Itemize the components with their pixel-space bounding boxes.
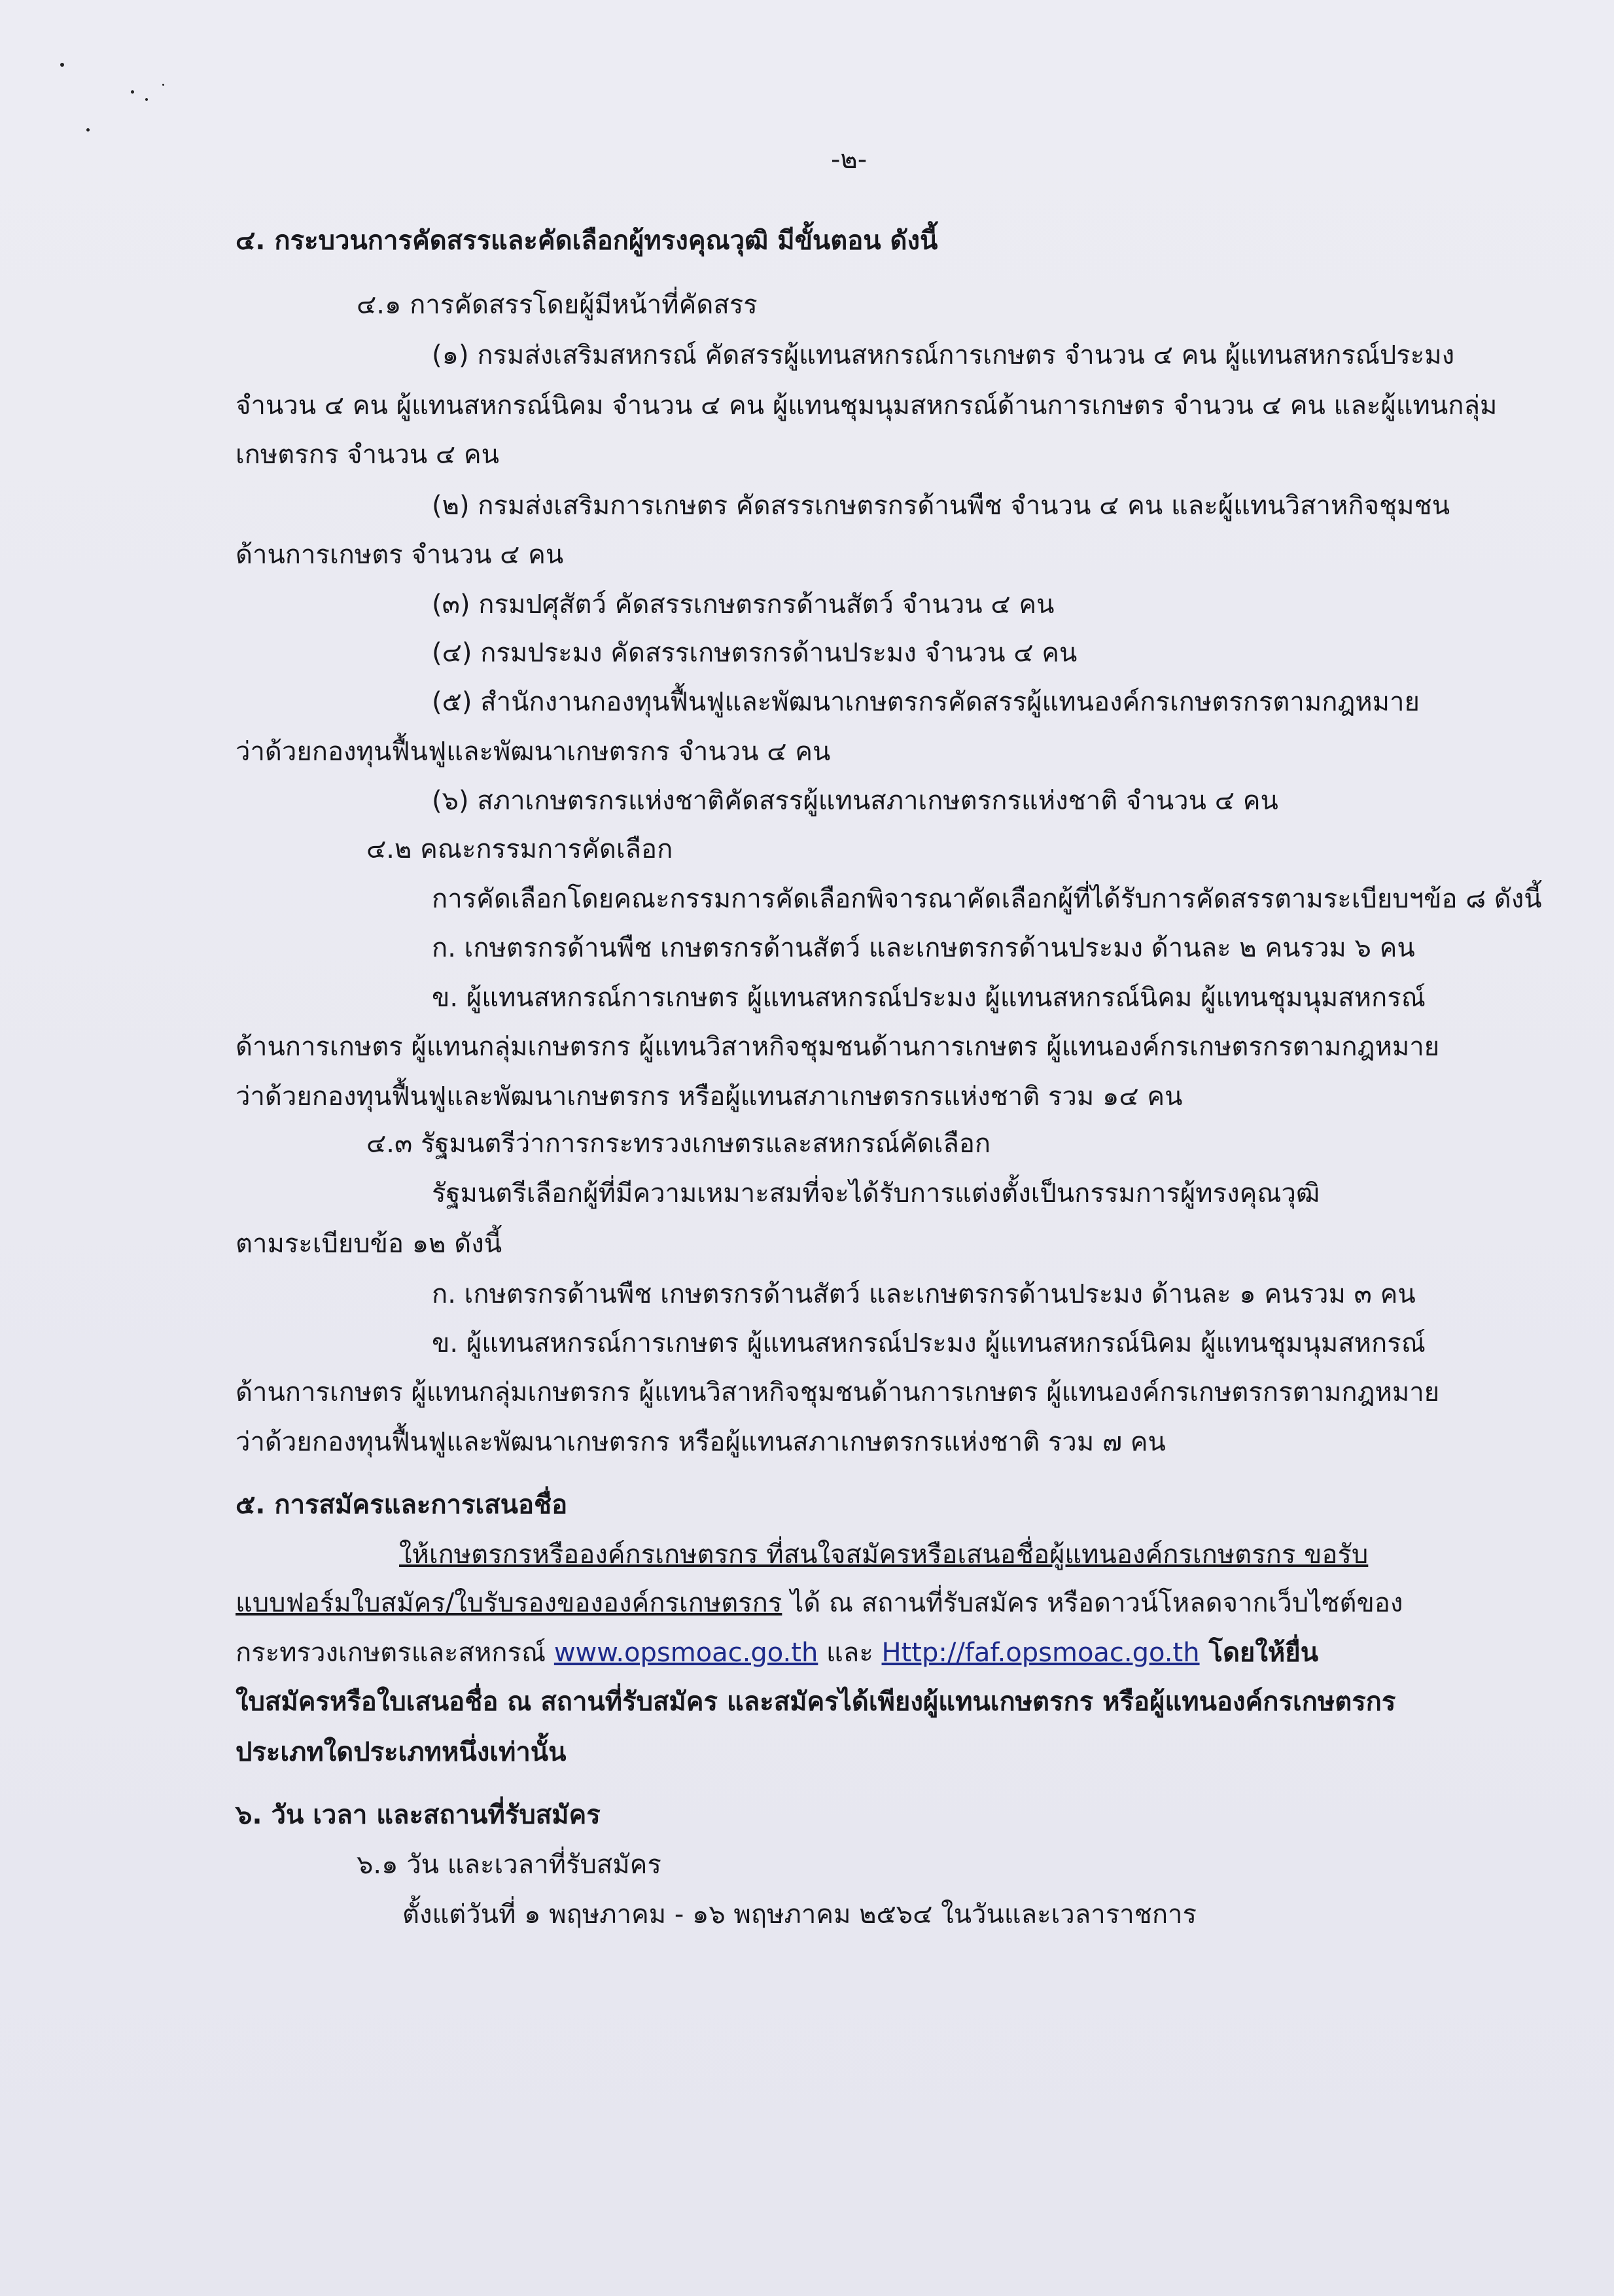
item-4-2-a: ก. เกษตรกรด้านพืช เกษตรกรด้านสัตว์ และเกษตรกรด้านประมง ด้านละ ๒ คนรวม ๖ คน	[432, 933, 1415, 963]
application-form-note: แบบฟอร์มใบสมัคร/ใบรับรองขององค์กรเกษตรกร	[236, 1588, 782, 1618]
item-4-1-3: (๓) กรมปศุสัตว์ คัดสรรเกษตรกรด้านสัตว์ จำนวน ๔ คน	[432, 590, 1055, 620]
item-4-2-intro: การคัดเลือกโดยคณะกรรมการคัดเลือกพิจารณาคัดเลือกผู้ที่ได้รับการคัดสรรตามระเบียบฯข้อ ๘ ดังนี้	[432, 884, 1542, 914]
opsmoac-link[interactable]: www.opsmoac.go.th	[553, 1638, 818, 1668]
subsection-4-2-heading: ๔.๒ คณะกรรมการคัดเลือก	[366, 834, 673, 864]
item-4-2-b-line-2: ด้านการเกษตร ผู้แทนกลุ่มเกษตรกร ผู้แทนวิสาหกิจชุมชนด้านการเกษตร ผู้แทนองค์กรเกษตรกรตามกฎหมาย	[236, 1032, 1440, 1062]
section-5-title: ๕. การสมัครและการเสนอชื่อ	[236, 1490, 568, 1520]
scan-speck	[162, 84, 164, 86]
section-5-para-line-2-rest: ได้ ณ สถานที่รับสมัคร หรือดาวน์โหลดจากเว็บไซต์ของ	[782, 1588, 1403, 1618]
page-number: -๒-	[831, 145, 868, 175]
item-4-2-b-line-1: ข. ผู้แทนสหกรณ์การเกษตร ผู้แทนสหกรณ์ประมง ผู้แทนสหกรณ์นิคม ผู้แทนชุมนุมสหกรณ์	[432, 983, 1426, 1013]
conjunction: และ	[818, 1638, 882, 1668]
scan-speck	[145, 98, 148, 101]
item-4-1-1-line-2: จำนวน ๔ คน ผู้แทนสหกรณ์นิคม จำนวน ๔ คน ผู้แทนชุมนุมสหกรณ์ด้านการเกษตร จำนวน ๔ คน และผู้แทนกลุ่ม	[236, 391, 1498, 421]
item-4-1-2-line-1: (๒) กรมส่งเสริมการเกษตร คัดสรรเกษตรกรด้านพืช จำนวน ๔ คน และผู้แทนวิสาหกิจชุมชน	[432, 491, 1450, 521]
scan-speck	[131, 90, 134, 94]
subsection-6-1-text: ตั้งแต่วันที่ ๑ พฤษภาคม - ๑๖ พฤษภาคม ๒๕๖๔ ในวันและเวลาราชการ	[402, 1899, 1197, 1930]
section-5-para-line-4: ใบสมัครหรือใบเสนอชื่อ ณ สถานที่รับสมัคร และสมัครได้เพียงผู้แทนเกษตรกร หรือผู้แทนองค์กรเกษตรกร	[236, 1687, 1396, 1717]
section-5-para-line-3	[236, 1634, 1318, 1671]
item-4-1-1-line-1: (๑) กรมส่งเสริมสหกรณ์ คัดสรรผู้แทนสหกรณ์การเกษตร จำนวน ๔ คน ผู้แทนสหกรณ์ประมง	[432, 340, 1455, 370]
subsection-4-3-heading: ๔.๓ รัฐมนตรีว่าการกระทรวงเกษตรและสหกรณ์คัดเลือก	[366, 1129, 991, 1159]
item-4-2-b-line-3: ว่าด้วยกองทุนฟื้นฟูและพัฒนาเกษตรกร หรือผู้แทนสภาเกษตรกรแห่งชาติ รวม ๑๔ คน	[236, 1082, 1183, 1112]
item-4-1-6: (๖) สภาเกษตรกรแห่งชาติคัดสรรผู้แทนสภาเกษตรกรแห่งชาติ จำนวน ๔ คน	[432, 786, 1278, 816]
item-4-3-intro-line-1: รัฐมนตรีเลือกผู้ที่มีความเหมาะสมที่จะได้รับการแต่งตั้งเป็นกรรมการผู้ทรงคุณวุฒิ	[432, 1178, 1320, 1209]
item-4-3-b-line-2: ด้านการเกษตร ผู้แทนกลุ่มเกษตรกร ผู้แทนวิสาหกิจชุมชนด้านการเกษตร ผู้แทนองค์กรเกษตรกรตามกฎหมาย	[236, 1377, 1440, 1407]
submit-instruction: โดยให้ยื่น	[1199, 1638, 1319, 1668]
item-4-3-b-line-1: ข. ผู้แทนสหกรณ์การเกษตร ผู้แทนสหกรณ์ประมง ผู้แทนสหกรณ์นิคม ผู้แทนชุมนุมสหกรณ์	[432, 1328, 1426, 1358]
section-4-title: ๔. กระบวนการคัดสรรและคัดเลือกผู้ทรงคุณวุฒิ มีขั้นตอน ดังนี้	[236, 226, 938, 256]
section-5-para-line-1: ให้เกษตรกรหรือองค์กรเกษตรกร ที่สนใจสมัครหรือเสนอชื่อผู้แทนองค์กรเกษตรกร ขอรับ	[399, 1540, 1369, 1570]
ministry-name: กระทรวงเกษตรและสหกรณ์	[236, 1638, 554, 1668]
item-4-1-5-line-2: ว่าด้วยกองทุนฟื้นฟูและพัฒนาเกษตรกร จำนวน ๔ คน	[236, 737, 831, 767]
item-4-3-b-line-3: ว่าด้วยกองทุนฟื้นฟูและพัฒนาเกษตรกร หรือผู้แทนสภาเกษตรกรแห่งชาติ รวม ๗ คน	[236, 1427, 1166, 1457]
item-4-1-5-line-1: (๕) สำนักงานกองทุนฟื้นฟูและพัฒนาเกษตรกรคัดสรรผู้แทนองค์กรเกษตรกรตามกฎหมาย	[432, 687, 1420, 717]
item-4-1-4: (๔) กรมประมง คัดสรรเกษตรกรด้านประมง จำนวน ๔ คน	[432, 638, 1078, 668]
section-6-title: ๖. วัน เวลา และสถานที่รับสมัคร	[236, 1800, 601, 1830]
item-4-3-a: ก. เกษตรกรด้านพืช เกษตรกรด้านสัตว์ และเกษตรกรด้านประมง ด้านละ ๑ คนรวม ๓ คน	[432, 1279, 1416, 1309]
subsection-4-1-heading: ๔.๑ การคัดสรรโดยผู้มีหน้าที่คัดสรร	[357, 290, 758, 320]
item-4-1-1-line-3: เกษตรกร จำนวน ๔ คน	[236, 440, 499, 470]
section-5-para-line-2	[236, 1585, 1403, 1621]
item-4-3-intro-line-2: ตามระเบียบข้อ ๑๒ ดังนี้	[236, 1229, 502, 1259]
scan-speck	[86, 128, 90, 132]
item-4-1-2-line-2: ด้านการเกษตร จำนวน ๔ คน	[236, 540, 564, 570]
scan-speck	[60, 63, 64, 67]
subsection-6-1-heading: ๖.๑ วัน และเวลาที่รับสมัคร	[357, 1850, 661, 1880]
faf-opsmoac-link[interactable]: Http://faf.opsmoac.go.th	[881, 1638, 1200, 1668]
section-5-para-line-5: ประเภทใดประเภทหนึ่งเท่านั้น	[236, 1737, 567, 1767]
